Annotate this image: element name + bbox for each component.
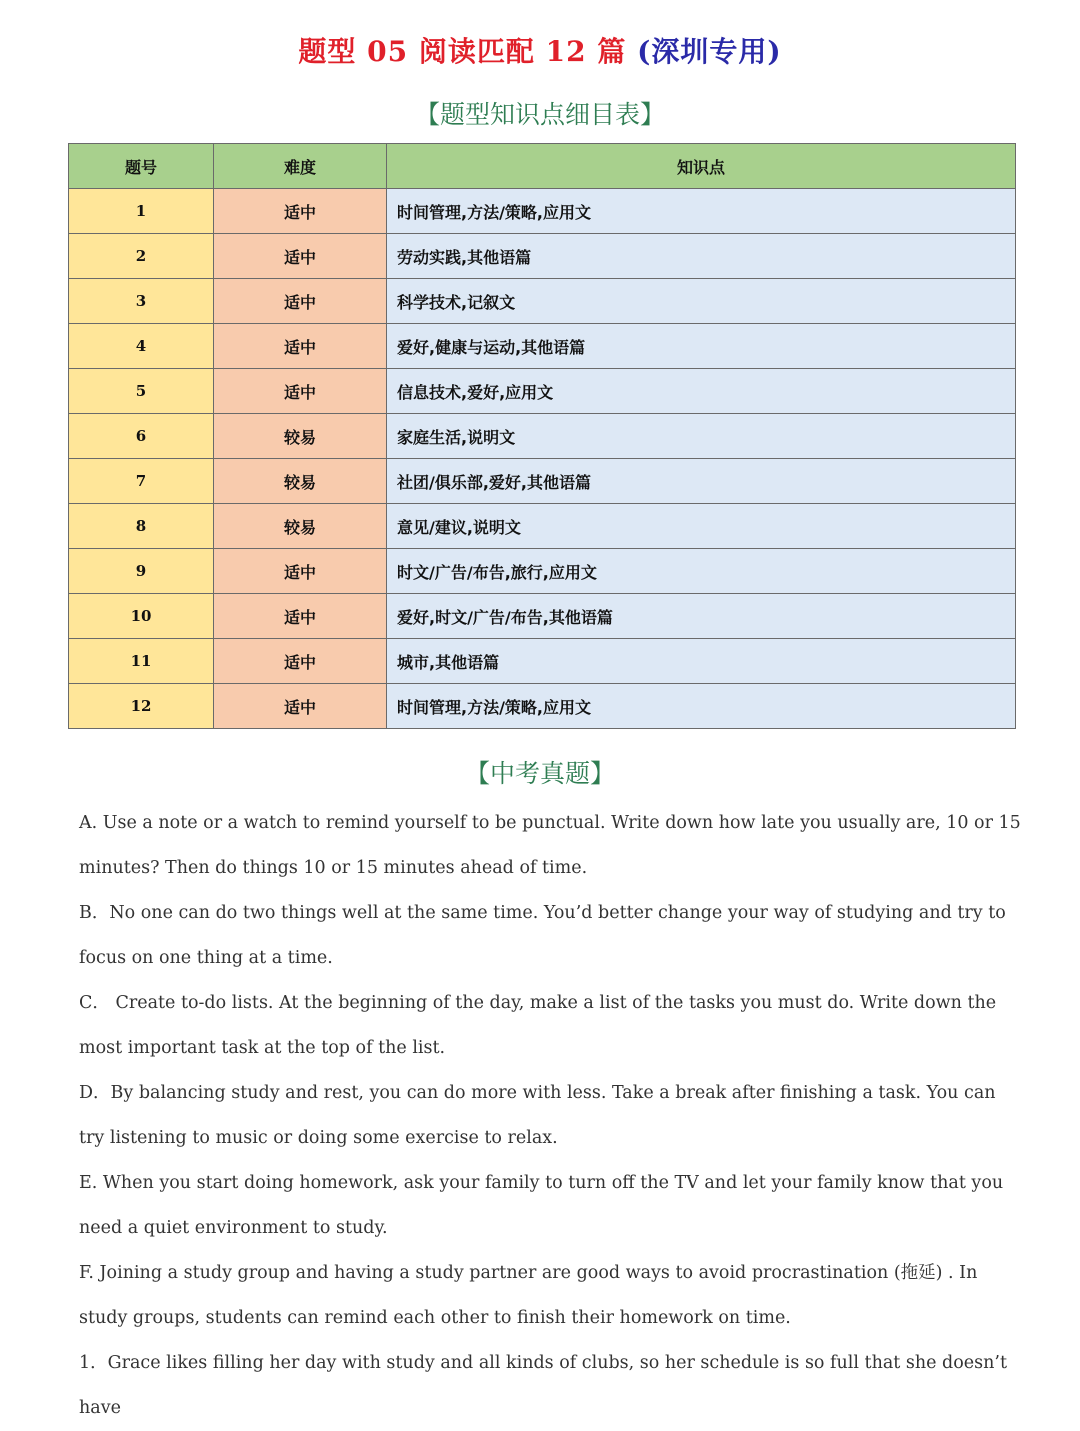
row-difficulty: 适中 [214, 639, 387, 684]
row-num: 7 [69, 459, 214, 504]
table-row [69, 639, 1016, 684]
row-num: 6 [69, 414, 214, 459]
knowledge-table [68, 143, 1016, 729]
row-knowledge: 爱好,健康与运动,其他语篇 [387, 324, 1016, 369]
row-knowledge: 劳动实践,其他语篇 [387, 234, 1016, 279]
title-region: (深圳专用) [637, 35, 782, 68]
table-row [69, 594, 1016, 639]
option-a-paragraph: A. Use a note or a watch to remind yourself to be punctual. Write down how late you usually are, 10 or 15 minutes? Then do things 10 or 15 minutes ahead of time. [79, 813, 1021, 878]
row-difficulty: 适中 [214, 369, 387, 414]
option-b-paragraph: B．No one can do two things well at the same time. You’d better change your way of studying and try to focus on one thing at a time. [79, 903, 1006, 968]
question-1-paragraph: 1．Grace likes filling her day with study and all kinds of clubs, so her schedule is so full that she doesn’t have [79, 1353, 1007, 1418]
row-knowledge: 科学技术,记叙文 [387, 279, 1016, 324]
row-difficulty: 适中 [214, 279, 387, 324]
option-c-paragraph: C． Create to-do lists. At the beginning of the day, make a list of the tasks you must do. Write down the most important task at the top of the list. [79, 993, 997, 1058]
table-row [69, 279, 1016, 324]
row-knowledge: 意见/建议,说明文 [387, 504, 1016, 549]
row-difficulty: 适中 [214, 549, 387, 594]
header-difficulty: 难度 [214, 144, 387, 189]
row-num: 5 [69, 369, 214, 414]
document-title [0, 30, 1080, 70]
option-d-paragraph: D．By balancing study and rest, you can do more with less. Take a break after finishing a task. You can try listening to music or doing some exercise to relax. [79, 1083, 996, 1148]
table-row [69, 684, 1016, 729]
row-difficulty: 适中 [214, 684, 387, 729]
table-row [69, 414, 1016, 459]
row-difficulty: 适中 [214, 189, 387, 234]
row-num: 11 [69, 639, 214, 684]
row-num: 10 [69, 594, 214, 639]
table-row [69, 549, 1016, 594]
exam-section-title: 【中考真题】 [464, 759, 615, 788]
option-f-paragraph: F. Joining a study group and having a study partner are good ways to avoid procrastination (拖延) . In study groups, students can remind each other to finish their homework on time. [79, 1263, 978, 1328]
table-section-title: 【题型知识点细目表】 [414, 100, 665, 129]
row-knowledge: 城市,其他语篇 [387, 639, 1016, 684]
row-knowledge: 家庭生活,说明文 [387, 414, 1016, 459]
table-row [69, 504, 1016, 549]
row-knowledge: 时文/广告/布告,旅行,应用文 [387, 549, 1016, 594]
row-difficulty: 适中 [214, 324, 387, 369]
row-difficulty: 较易 [214, 414, 387, 459]
row-num: 3 [69, 279, 214, 324]
row-knowledge: 信息技术,爱好,应用文 [387, 369, 1016, 414]
row-knowledge: 时间管理,方法/策略,应用文 [387, 684, 1016, 729]
header-num: 题号 [69, 144, 214, 189]
table-row [69, 234, 1016, 279]
table-row [69, 459, 1016, 504]
row-knowledge: 爱好,时文/广告/布告,其他语篇 [387, 594, 1016, 639]
option-e-paragraph: E. When you start doing homework, ask your family to turn off the TV and let your family know that you need a quiet environment to study. [79, 1173, 1004, 1238]
row-difficulty: 较易 [214, 504, 387, 549]
row-difficulty: 较易 [214, 459, 387, 504]
row-num: 9 [69, 549, 214, 594]
row-knowledge: 社团/俱乐部,爱好,其他语篇 [387, 459, 1016, 504]
row-num: 12 [69, 684, 214, 729]
table-header-row [69, 144, 1016, 189]
row-difficulty: 适中 [214, 594, 387, 639]
row-difficulty: 适中 [214, 234, 387, 279]
table-row [69, 324, 1016, 369]
row-num: 8 [69, 504, 214, 549]
header-knowledge: 知识点 [387, 144, 1016, 189]
table-row [69, 189, 1016, 234]
passage-body [79, 801, 1024, 1431]
title-main: 题型 05 阅读匹配 12 篇 [298, 35, 638, 68]
row-num: 4 [69, 324, 214, 369]
row-num: 1 [69, 189, 214, 234]
row-knowledge: 时间管理,方法/策略,应用文 [387, 189, 1016, 234]
table-row [69, 369, 1016, 414]
row-num: 2 [69, 234, 214, 279]
